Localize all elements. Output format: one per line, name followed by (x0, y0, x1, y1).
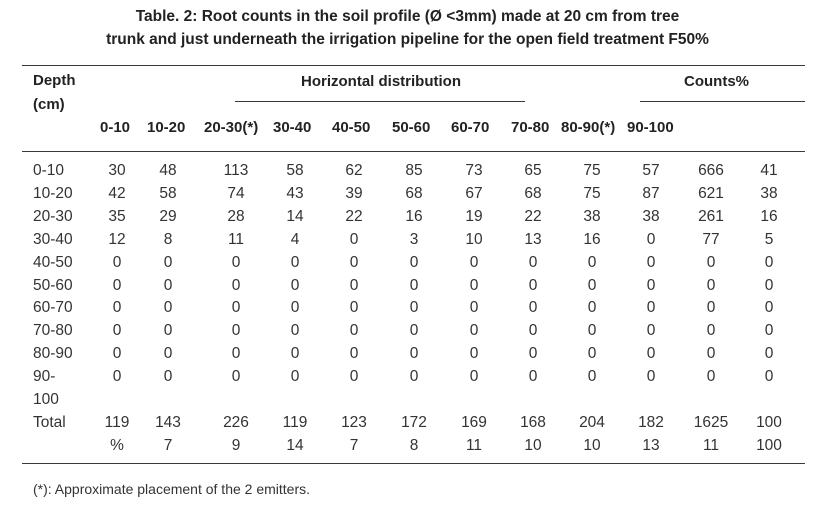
table-cell: 0 (587, 322, 597, 340)
column-header: 30-40 (273, 119, 312, 136)
table-cell: 0 (231, 276, 241, 294)
table-cell: 30 (108, 162, 126, 179)
table-cell: 1625 (693, 413, 729, 431)
table-cell: 38 (583, 207, 601, 225)
table-cell: 0 (764, 322, 774, 340)
table-cell: 0 (587, 276, 597, 294)
table-cell: 0 (706, 322, 716, 340)
table-cell: 0 (587, 345, 597, 363)
table-cell: 113 (223, 162, 249, 179)
table-cell: 0 (112, 345, 122, 363)
table-cell: 172 (401, 413, 427, 431)
table-title (0, 5, 815, 51)
table-cell: 38 (642, 207, 660, 225)
table-cell: 0 (163, 276, 173, 294)
table-cell: 41 (760, 162, 778, 179)
table-cell: 0 (528, 368, 538, 386)
column-header: 0-10 (100, 119, 131, 136)
table-cell: 0 (528, 299, 538, 317)
table-cell: 0 (706, 276, 716, 294)
column-header: 50-60 (392, 119, 431, 136)
table-cell: 0 (706, 368, 716, 386)
table-cell: 39 (345, 184, 363, 202)
table-cell: 0 (646, 345, 656, 363)
table-cell: 58 (159, 184, 177, 202)
table-cell: 100 (756, 413, 782, 431)
column-header: 60-70 (451, 119, 490, 136)
table-cell: 74 (227, 184, 245, 202)
top-rule (22, 65, 805, 66)
depth-header-line-1: Depth (33, 72, 76, 89)
table-cell: 0 (469, 276, 479, 294)
table-cell: 123 (341, 413, 367, 431)
table-cell: 0 (231, 368, 241, 386)
table-cell: 0 (469, 253, 479, 271)
table-cell: 0 (646, 299, 656, 317)
column-header: 90-100 (627, 119, 674, 136)
column-header: 10-20 (147, 119, 186, 136)
table-cell: 0 (290, 276, 300, 294)
table-cell: 14 (286, 207, 304, 225)
table-cell: 0 (528, 322, 538, 340)
table-cell: 182 (638, 413, 664, 431)
table-cell: 22 (345, 207, 363, 225)
table-cell: 0 (469, 368, 479, 386)
table-cell: 0 (528, 276, 538, 294)
table-cell: 73 (465, 162, 483, 179)
table-cell: 85 (405, 162, 423, 179)
table-cell: 22 (524, 207, 542, 225)
table-cell: 0 (764, 345, 774, 363)
table-cell: 0 (587, 368, 597, 386)
table-cell: 14 (286, 436, 304, 454)
table-cell: 0 (764, 368, 774, 386)
table-cell: 0 (349, 230, 359, 248)
table-cell: 100 (756, 436, 782, 454)
table-cell: 0 (290, 322, 300, 340)
table-cell: 77 (702, 230, 720, 248)
row-depth-label: 70-80 (33, 322, 73, 340)
table-cell: 5 (764, 230, 774, 248)
table-cell: 0 (409, 368, 419, 386)
table-cell: 35 (108, 207, 126, 225)
table-cell: 0 (528, 253, 538, 271)
table-cell: 0 (231, 345, 241, 363)
table-cell: 0 (349, 345, 359, 363)
table-cell: 57 (642, 162, 660, 179)
table-cell: 0 (764, 299, 774, 317)
table-cell: 0 (646, 253, 656, 271)
table-cell: 143 (155, 413, 181, 431)
row-depth-label: 90- (33, 368, 56, 386)
table-cell: 0 (409, 299, 419, 317)
table-cell: 0 (706, 253, 716, 271)
table-cell: 8 (409, 436, 419, 454)
bottom-rule (22, 463, 805, 464)
table-cell: 0 (349, 322, 359, 340)
table-cell: 13 (642, 436, 660, 454)
table-cell: 0 (646, 230, 656, 248)
table-cell: % (110, 436, 124, 454)
table-cell: 42 (108, 184, 126, 202)
table-cell: 0 (409, 345, 419, 363)
column-header: 70-80 (511, 119, 550, 136)
row-depth-label: 60-70 (33, 299, 73, 317)
table-cell: 0 (706, 299, 716, 317)
table-cell: 0 (587, 299, 597, 317)
table-cell: 0 (587, 253, 597, 271)
table-cell: 68 (524, 184, 542, 202)
table-cell: 8 (163, 230, 173, 248)
table-cell: 0 (290, 345, 300, 363)
table-cell: 119 (282, 413, 308, 431)
table-cell: 11 (465, 436, 483, 454)
table-cell: 0 (764, 276, 774, 294)
row-depth-label: Total (33, 413, 66, 431)
table-cell: 0 (646, 368, 656, 386)
table-cell: 0 (231, 253, 241, 271)
table-cell: 0 (349, 368, 359, 386)
table-cell: 87 (642, 184, 660, 202)
column-header: 20-30(*) (204, 119, 259, 136)
table-cell: 0 (409, 276, 419, 294)
table-cell: 19 (465, 207, 483, 225)
table-cell: 16 (583, 230, 601, 248)
table-cell: 0 (112, 299, 122, 317)
table-cell: 666 (698, 162, 724, 179)
table-cell: 67 (465, 184, 483, 202)
table-cell: 13 (524, 230, 542, 248)
table-cell: 169 (461, 413, 487, 431)
table-cell: 29 (159, 207, 177, 225)
table-title-line-1: Table. 2: Root counts in the soil profile (Ø <3mm) made at 20 cm from tree (135, 8, 680, 25)
table-cell: 11 (702, 436, 720, 454)
row-depth-label: 20-30 (33, 207, 73, 225)
table-cell: 0 (112, 253, 122, 271)
table-cell: 7 (349, 436, 359, 454)
table-cell: 9 (231, 436, 241, 454)
table-cell: 16 (405, 207, 423, 225)
table-cell: 0 (290, 253, 300, 271)
table-cell: 12 (108, 230, 126, 248)
table-cell: 65 (524, 162, 542, 179)
table-cell: 0 (231, 299, 241, 317)
table-cell: 0 (646, 276, 656, 294)
counts-rule (640, 101, 805, 102)
table-cell: 0 (112, 368, 122, 386)
table-cell: 10 (465, 230, 483, 248)
table-cell: 0 (349, 253, 359, 271)
table-cell: 7 (163, 436, 173, 454)
table-cell: 16 (760, 207, 778, 225)
table-cell: 0 (528, 345, 538, 363)
table-cell: 48 (159, 162, 177, 179)
table-cell: 0 (231, 322, 241, 340)
table-cell: 0 (163, 345, 173, 363)
table-cell: 38 (760, 184, 778, 202)
column-header: 80-90(*) (561, 119, 616, 136)
table-cell: 0 (706, 345, 716, 363)
depth-header-line-2: (cm) (33, 96, 65, 113)
table-cell: 68 (405, 184, 423, 202)
column-header: 40-50 (332, 119, 371, 136)
table-cell: 0 (163, 299, 173, 317)
row-depth-label: 40-50 (33, 253, 73, 271)
table-cell: 261 (698, 207, 724, 225)
table-cell: 0 (290, 368, 300, 386)
table-cell: 204 (579, 413, 605, 431)
header-bottom-rule (22, 151, 805, 152)
table-cell: 0 (349, 299, 359, 317)
table-cell: 226 (223, 413, 249, 431)
table-cell: 28 (227, 207, 245, 225)
table-cell: 0 (764, 253, 774, 271)
table-title-line-2: trunk and just underneath the irrigation pipeline for the open field treatment F50% (106, 31, 709, 48)
footnote: (*): Approximate placement of the 2 emitters. (33, 481, 311, 497)
table-cell: 0 (469, 299, 479, 317)
table-cell: 0 (163, 253, 173, 271)
table-cell: 10 (524, 436, 542, 454)
counts-percent-header: Counts% (684, 73, 749, 90)
table-cell: 0 (112, 276, 122, 294)
row-depth-label: 100 (33, 391, 59, 408)
table-cell: 0 (163, 368, 173, 386)
table-cell: 119 (104, 413, 130, 431)
row-depth-label: 30-40 (33, 230, 73, 248)
row-depth-label: 10-20 (33, 184, 73, 202)
horizontal-distribution-header: Horizontal distribution (301, 73, 461, 90)
table-cell: 0 (469, 322, 479, 340)
table-cell: 168 (520, 413, 546, 431)
table-cell: 4 (290, 230, 300, 248)
table-cell: 11 (227, 230, 245, 248)
table-cell: 0 (290, 299, 300, 317)
table-cell: 0 (409, 253, 419, 271)
table-cell: 0 (469, 345, 479, 363)
table-cell: 0 (349, 276, 359, 294)
table-cell: 43 (286, 184, 304, 202)
horizontal-distribution-rule (235, 101, 525, 102)
table-cell: 3 (409, 230, 419, 248)
table-cell: 0 (163, 322, 173, 340)
row-depth-label: 80-90 (33, 345, 73, 363)
table-cell: 10 (583, 436, 601, 454)
row-depth-label: 0-10 (33, 162, 65, 179)
table-cell: 75 (583, 162, 601, 179)
table-cell: 62 (345, 162, 363, 179)
table-cell: 0 (646, 322, 656, 340)
table-cell: 58 (286, 162, 304, 179)
table-cell: 621 (698, 184, 724, 202)
table-cell: 75 (583, 184, 601, 202)
row-depth-label: 50-60 (33, 276, 73, 294)
table-cell: 0 (409, 322, 419, 340)
table-cell: 0 (112, 322, 122, 340)
